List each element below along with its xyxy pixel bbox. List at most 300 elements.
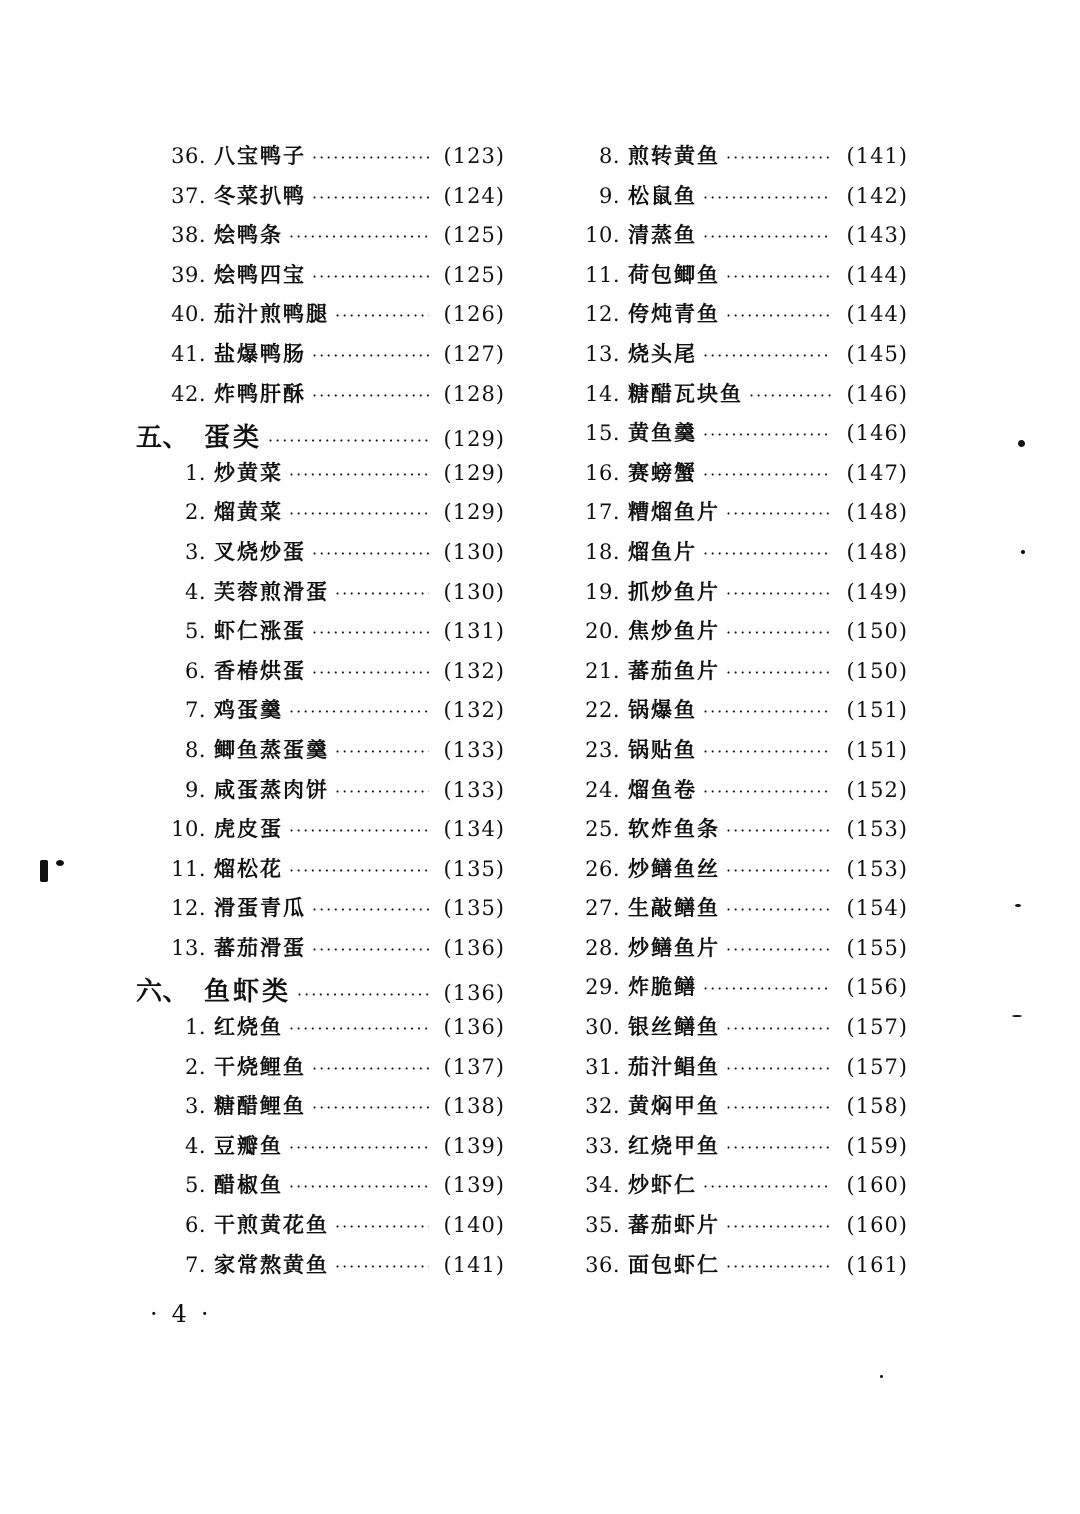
entry-page: (142)	[846, 183, 908, 208]
entry-page: (139)	[443, 1133, 505, 1158]
entry-title: 冬菜扒鸭	[214, 182, 306, 208]
toc-right-column	[558, 140, 908, 1288]
toc-entry	[558, 536, 908, 576]
toc-entry	[558, 655, 908, 695]
entry-page: (126)	[443, 302, 505, 327]
entry-number: 3.	[184, 539, 206, 564]
entry-number: 3.	[184, 1094, 206, 1119]
entry-page: (140)	[443, 1213, 505, 1238]
entry-number: 16.	[585, 460, 620, 485]
dot-leader	[289, 821, 429, 840]
dot-leader	[335, 742, 429, 761]
dot-leader	[726, 1138, 832, 1157]
dot-leader	[312, 1098, 429, 1117]
entry-title: 蕃茄滑蛋	[214, 934, 306, 960]
dot-leader	[312, 900, 429, 919]
entry-title: 炒黄菜	[214, 459, 283, 485]
dot-leader	[703, 227, 832, 246]
entry-title: 蛋类	[204, 423, 263, 454]
entry-title: 侉炖青鱼	[628, 301, 720, 327]
dot-leader	[312, 267, 429, 286]
toc-entry	[130, 338, 505, 378]
entry-page: (138)	[443, 1094, 505, 1119]
toc-entry	[558, 378, 908, 418]
toc-entry	[130, 694, 505, 734]
entry-title: 熘黄菜	[214, 499, 283, 525]
entry-number: 13.	[171, 935, 206, 960]
entry-page: (143)	[846, 223, 908, 248]
entry-title: 醋椒鱼	[214, 1172, 283, 1198]
entry-number: 11.	[171, 856, 206, 881]
entry-number: 20.	[585, 619, 620, 644]
entry-page: (130)	[443, 539, 505, 564]
toc-entry	[558, 774, 908, 814]
scan-speck	[1018, 440, 1025, 447]
entry-number: 2.	[184, 500, 206, 525]
dot-leader	[703, 742, 832, 761]
toc-entry	[558, 932, 908, 972]
entry-number: 26.	[585, 856, 620, 881]
dot-leader	[726, 940, 832, 959]
toc-entry	[558, 892, 908, 932]
dot-leader	[726, 267, 832, 286]
entry-page: (151)	[846, 698, 908, 723]
dot-leader	[312, 346, 429, 365]
dot-leader	[289, 465, 429, 484]
entry-number: 36.	[171, 144, 206, 168]
entry-title: 茄汁煎鸭腿	[214, 301, 329, 327]
entry-number: 22.	[585, 698, 620, 723]
entry-page: (139)	[443, 1173, 505, 1198]
entry-number: 38.	[171, 223, 206, 248]
entry-page: (125)	[443, 262, 505, 287]
toc-entry	[130, 853, 505, 893]
entry-number: 1.	[184, 1015, 206, 1040]
entry-title: 炒虾仁	[628, 1172, 697, 1198]
entry-page: (151)	[846, 737, 908, 762]
entry-number: 11.	[585, 262, 620, 287]
toc-entry	[130, 1169, 505, 1209]
dot-leader	[312, 1059, 429, 1078]
entry-page: (132)	[443, 658, 505, 683]
toc-entry	[558, 496, 908, 536]
dot-leader	[726, 1098, 832, 1117]
toc-entry	[558, 298, 908, 338]
entry-title: 鱼虾类	[204, 977, 292, 1008]
scan-speck	[56, 860, 64, 866]
entry-page: (160)	[846, 1173, 908, 1198]
entry-title: 炒鳝鱼丝	[628, 855, 720, 881]
dot-leader	[335, 1217, 429, 1236]
toc-entry	[130, 1130, 505, 1170]
entry-title: 鲫鱼蒸蛋羹	[214, 736, 329, 762]
entry-number: 28.	[585, 935, 620, 960]
entry-page: (124)	[443, 183, 505, 208]
toc-entry	[130, 813, 505, 853]
entry-title: 蕃茄虾片	[628, 1212, 720, 1238]
dot-leader	[726, 584, 832, 603]
entry-page: (153)	[846, 856, 908, 881]
dot-leader	[703, 425, 832, 444]
entry-number: 9.	[598, 183, 620, 208]
dot-leader	[703, 544, 832, 563]
dot-leader	[703, 979, 832, 998]
toc-section-heading	[130, 971, 505, 1011]
entry-number: 19.	[585, 579, 620, 604]
entry-number: 34.	[585, 1173, 620, 1198]
entry-title: 锅爆鱼	[628, 697, 697, 723]
entry-title: 虾仁涨蛋	[214, 618, 306, 644]
entry-page: (154)	[846, 896, 908, 921]
scan-speck	[1012, 1015, 1022, 1017]
entry-title: 银丝鳝鱼	[628, 1014, 720, 1040]
dot-leader	[289, 227, 429, 246]
entry-page: (129)	[443, 500, 505, 525]
entry-number: 29.	[585, 975, 620, 1000]
dot-leader	[312, 188, 429, 207]
entry-title: 熘松花	[214, 855, 283, 881]
toc-entry	[130, 1051, 505, 1091]
dot-leader	[726, 504, 832, 523]
entry-page: (133)	[443, 777, 505, 802]
toc-entry	[130, 1090, 505, 1130]
entry-title: 炒鳝鱼片	[628, 934, 720, 960]
dot-leader	[289, 1138, 429, 1157]
dot-leader	[312, 148, 429, 167]
entry-title: 黄鱼羹	[628, 420, 697, 446]
entry-title: 软炸鱼条	[628, 816, 720, 842]
entry-title: 烧头尾	[628, 340, 697, 366]
toc-entry	[130, 219, 505, 259]
toc-section-heading	[130, 417, 505, 457]
entry-number: 30.	[585, 1015, 620, 1040]
toc-entry	[558, 1169, 908, 1209]
entry-title: 虎皮蛋	[214, 816, 283, 842]
entry-page: (141)	[846, 144, 908, 168]
entry-number: 12.	[585, 302, 620, 327]
toc-entry	[558, 971, 908, 1011]
dot-leader	[268, 431, 429, 450]
toc-left-column	[130, 140, 505, 1288]
entry-page: (150)	[846, 658, 908, 683]
entry-number: 24.	[585, 777, 620, 802]
entry-title: 糖醋瓦块鱼	[628, 380, 743, 406]
entry-page: (136)	[443, 935, 505, 960]
entry-page: (125)	[443, 223, 505, 248]
dot-leader	[703, 782, 832, 801]
entry-number: 33.	[585, 1133, 620, 1158]
toc-entry	[558, 1249, 908, 1289]
entry-title: 黄焖甲鱼	[628, 1093, 720, 1119]
entry-number: 15.	[585, 421, 620, 446]
entry-number: 4.	[184, 1133, 206, 1158]
entry-page: (133)	[443, 737, 505, 762]
toc-entry	[130, 1249, 505, 1289]
entry-number: 27.	[585, 896, 620, 921]
entry-number: 35.	[585, 1213, 620, 1238]
toc-entry	[130, 734, 505, 774]
dot-leader	[726, 861, 832, 880]
entry-title: 糖醋鲤鱼	[214, 1093, 306, 1119]
entry-title: 干烧鲤鱼	[214, 1053, 306, 1079]
dot-leader	[749, 386, 832, 405]
entry-page: (136)	[443, 1015, 505, 1040]
dot-leader	[289, 702, 429, 721]
dot-leader	[703, 702, 832, 721]
toc-entry	[130, 180, 505, 220]
entry-title: 煎转黄鱼	[628, 143, 720, 168]
dot-leader	[312, 940, 429, 959]
dot-leader	[726, 1217, 832, 1236]
entry-number: 8.	[598, 144, 620, 168]
entry-number: 32.	[585, 1094, 620, 1119]
entry-title: 炸脆鳝	[628, 974, 697, 1000]
entry-number: 10.	[585, 223, 620, 248]
entry-number: 六、	[136, 977, 190, 1008]
entry-title: 干煎黄花鱼	[214, 1212, 329, 1238]
entry-number: 4.	[184, 579, 206, 604]
scan-speck	[40, 860, 48, 882]
entry-page: (144)	[846, 302, 908, 327]
entry-title: 叉烧炒蛋	[214, 538, 306, 564]
entry-page: (128)	[443, 381, 505, 406]
toc-entry	[558, 219, 908, 259]
entry-title: 蕃茄鱼片	[628, 657, 720, 683]
entry-title: 烩鸭四宝	[214, 261, 306, 287]
dot-leader	[726, 623, 832, 642]
entry-title: 芙蓉煎滑蛋	[214, 578, 329, 604]
toc-entry	[130, 457, 505, 497]
entry-page: (145)	[846, 341, 908, 366]
entry-page: (136)	[443, 981, 505, 1006]
entry-page: (130)	[443, 579, 505, 604]
entry-page: (135)	[443, 896, 505, 921]
dot-leader	[703, 465, 832, 484]
toc-entry	[558, 1130, 908, 1170]
toc-entry	[558, 259, 908, 299]
toc-entry	[558, 734, 908, 774]
toc-entry	[130, 536, 505, 576]
entry-title: 熘鱼片	[628, 538, 697, 564]
toc-entry	[130, 259, 505, 299]
entry-title: 八宝鸭子	[214, 143, 306, 168]
entry-title: 清蒸鱼	[628, 222, 697, 248]
entry-title: 红烧甲鱼	[628, 1132, 720, 1158]
dot-leader	[726, 1019, 832, 1038]
entry-number: 8.	[184, 737, 206, 762]
entry-number: 14.	[585, 381, 620, 406]
entry-number: 6.	[184, 658, 206, 683]
entry-number: 39.	[171, 262, 206, 287]
toc-entry	[558, 853, 908, 893]
dot-leader	[289, 504, 429, 523]
dot-leader	[335, 1257, 429, 1276]
entry-number: 31.	[585, 1054, 620, 1079]
entry-title: 家常熬黄鱼	[214, 1251, 329, 1277]
entry-page: (132)	[443, 698, 505, 723]
toc-entry	[130, 378, 505, 418]
entry-title: 烩鸭条	[214, 222, 283, 248]
dot-leader	[703, 188, 832, 207]
entry-title: 焦炒鱼片	[628, 618, 720, 644]
toc-entry	[558, 338, 908, 378]
entry-page: (157)	[846, 1054, 908, 1079]
dot-leader	[312, 544, 429, 563]
toc-entry	[558, 694, 908, 734]
dot-leader	[335, 782, 429, 801]
toc-entry	[130, 655, 505, 695]
entry-page: (158)	[846, 1094, 908, 1119]
toc-entry	[130, 298, 505, 338]
entry-page: (156)	[846, 975, 908, 1000]
toc-entry	[130, 496, 505, 536]
entry-page: (161)	[846, 1252, 908, 1277]
scan-speck	[880, 1375, 883, 1378]
dot-leader	[289, 1019, 429, 1038]
dot-leader	[312, 663, 429, 682]
dot-leader	[726, 148, 832, 167]
entry-page: (144)	[846, 262, 908, 287]
entry-title: 咸蛋蒸肉饼	[214, 776, 329, 802]
entry-number: 25.	[585, 817, 620, 842]
dot-leader	[312, 386, 429, 405]
entry-page: (137)	[443, 1054, 505, 1079]
entry-page: (147)	[846, 460, 908, 485]
entry-number: 7.	[184, 1252, 206, 1277]
dot-leader	[297, 985, 429, 1004]
entry-page: (149)	[846, 579, 908, 604]
toc-entry	[558, 576, 908, 616]
entry-page: (127)	[443, 341, 505, 366]
toc-entry	[558, 1209, 908, 1249]
toc-entry	[130, 932, 505, 972]
entry-number: 5.	[184, 619, 206, 644]
entry-title: 鸡蛋羹	[214, 697, 283, 723]
entry-number: 13.	[585, 341, 620, 366]
dot-leader	[726, 306, 832, 325]
entry-number: 2.	[184, 1054, 206, 1079]
entry-number: 5.	[184, 1173, 206, 1198]
toc-entry	[130, 576, 505, 616]
entry-title: 抓炒鱼片	[628, 578, 720, 604]
entry-number: 40.	[171, 302, 206, 327]
dot-leader	[703, 346, 832, 365]
dot-leader	[726, 1257, 832, 1276]
entry-page: (155)	[846, 935, 908, 960]
toc-entry	[130, 1011, 505, 1051]
entry-page: (152)	[846, 777, 908, 802]
entry-number: 10.	[171, 817, 206, 842]
entry-page: (146)	[846, 381, 908, 406]
entry-title: 滑蛋青瓜	[214, 895, 306, 921]
toc-entry	[558, 813, 908, 853]
dot-leader	[312, 623, 429, 642]
toc-entry	[130, 140, 505, 180]
entry-number: 21.	[585, 658, 620, 683]
entry-number: 41.	[171, 341, 206, 366]
toc-entry	[558, 1051, 908, 1091]
dot-leader	[335, 584, 429, 603]
entry-title: 松鼠鱼	[628, 182, 697, 208]
page-number: ·4·	[150, 1300, 223, 1328]
entry-title: 熘鱼卷	[628, 776, 697, 802]
entry-title: 糟熘鱼片	[628, 499, 720, 525]
entry-page: (141)	[443, 1252, 505, 1277]
entry-page: (150)	[846, 619, 908, 644]
dot-leader	[289, 1177, 429, 1196]
entry-page: (146)	[846, 421, 908, 446]
dot-leader	[703, 1177, 832, 1196]
entry-page: (160)	[846, 1213, 908, 1238]
scan-speck	[1021, 550, 1025, 554]
toc-entry	[130, 1209, 505, 1249]
entry-title: 炸鸭肝酥	[214, 380, 306, 406]
entry-title: 锅贴鱼	[628, 736, 697, 762]
toc-entry	[558, 615, 908, 655]
toc-entry	[130, 892, 505, 932]
toc-entry	[130, 774, 505, 814]
entry-number: 36.	[585, 1252, 620, 1277]
dot-leader	[726, 663, 832, 682]
entry-title: 豆瓣鱼	[214, 1132, 283, 1158]
entry-page: (129)	[443, 460, 505, 485]
entry-page: (134)	[443, 817, 505, 842]
toc-entry	[558, 1090, 908, 1130]
entry-number: 18.	[585, 539, 620, 564]
entry-title: 盐爆鸭肠	[214, 340, 306, 366]
toc-entry	[558, 417, 908, 457]
dot-leader	[335, 306, 429, 325]
entry-page: (157)	[846, 1015, 908, 1040]
entry-number: 23.	[585, 737, 620, 762]
entry-page: (148)	[846, 539, 908, 564]
entry-title: 生敲鳝鱼	[628, 895, 720, 921]
scan-speck	[1015, 904, 1021, 907]
dot-leader	[726, 821, 832, 840]
dot-leader	[289, 861, 429, 880]
entry-number: 42.	[171, 381, 206, 406]
toc-entry	[130, 615, 505, 655]
entry-title: 红烧鱼	[214, 1014, 283, 1040]
entry-number: 五、	[136, 423, 190, 454]
entry-page: (153)	[846, 817, 908, 842]
entry-number: 1.	[184, 460, 206, 485]
toc-entry	[558, 140, 908, 180]
entry-title: 香椿烘蛋	[214, 657, 306, 683]
entry-number: 12.	[171, 896, 206, 921]
entry-number: 17.	[585, 500, 620, 525]
toc-entry	[558, 1011, 908, 1051]
entry-title: 面包虾仁	[628, 1251, 720, 1277]
toc-entry	[558, 457, 908, 497]
toc-entry	[558, 180, 908, 220]
entry-page: (148)	[846, 500, 908, 525]
entry-title: 荷包鲫鱼	[628, 261, 720, 287]
entry-number: 6.	[184, 1213, 206, 1238]
entry-page: (159)	[846, 1133, 908, 1158]
entry-title: 赛螃蟹	[628, 459, 697, 485]
entry-page: (131)	[443, 619, 505, 644]
dot-leader	[726, 900, 832, 919]
entry-page: (129)	[443, 427, 505, 452]
entry-title: 茄汁鲳鱼	[628, 1053, 720, 1079]
entry-number: 7.	[184, 698, 206, 723]
entry-page: (135)	[443, 856, 505, 881]
entry-page: (123)	[443, 144, 505, 168]
dot-leader	[726, 1059, 832, 1078]
entry-number: 37.	[171, 183, 206, 208]
entry-number: 9.	[184, 777, 206, 802]
